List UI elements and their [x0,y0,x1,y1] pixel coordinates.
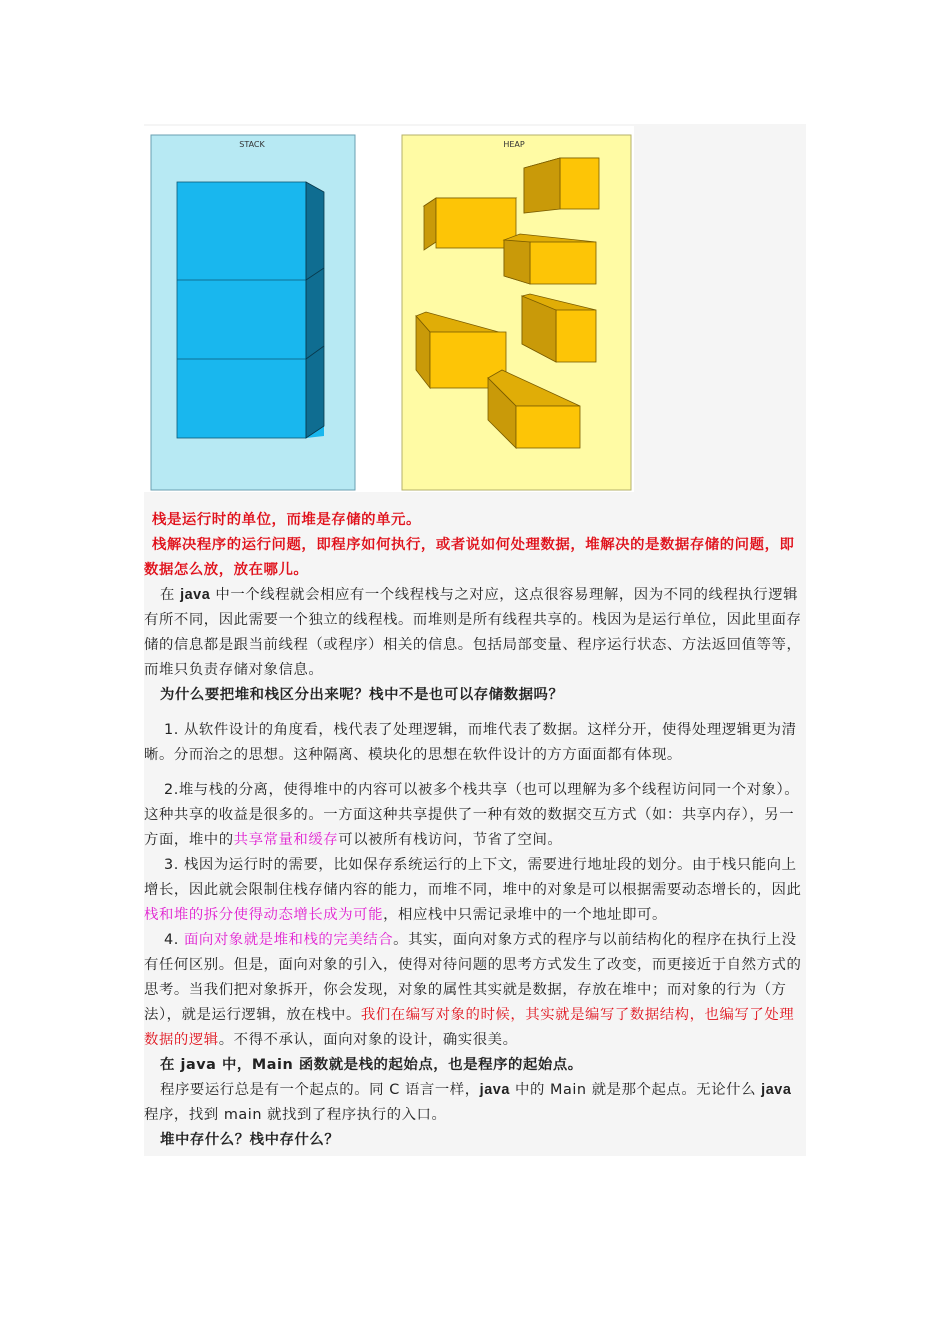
article [144,124,806,1156]
stack-heap-figure [144,126,634,492]
paragraph: 栈是运行时的单位，而堆是存储的单元。 [152,512,421,528]
section-heading: 在 java 中，Main 函数就是栈的起始点，也是程序的起始点。 [160,1057,583,1073]
paragraph: 栈解决程序的运行问题，即程序如何执行，或者说如何处理数据，堆解决的是数据存储的问题，即数据怎么放，放在哪儿。 [144,537,795,578]
heap-block [504,234,596,284]
section-heading: 为什么要把堆和栈区分出来呢？栈中不是也可以存储数据吗？ [160,687,564,703]
heap-block [424,198,516,250]
highlight: 我们在编写对象的时候，其实就是编写了数据结构，也编写了处理数据的逻辑 [144,1007,795,1048]
paragraph: 在 java 中一个线程就会相应有一个线程栈与之对应，这点很容易理解，因为不同的线程执行逻辑有所不同，因此需要一个独立的线程栈。而堆则是所有线程共享的。栈因为是运行单位，因此里面存储的信息都是跟当前线程（或程序）相关的信息。包括局部变量、程序运行状态、方法返回值等等，而堆只负责存储对象信息。 [144,587,802,678]
highlight: 共享常量和缓存 [233,832,339,848]
heap-block [524,158,599,213]
paragraph: 4. 面向对象就是堆和栈的完美结合。其实，面向对象方式的程序与以前结构化的程序在执行上没有任何区别。但是，面向对象的引入，使得对待问题的思考方式发生了改变，而更接近于自然方式的思考。当我们把对象拆开，你会发现，对象的属性其实就是数据，存放在堆中；而对象的行为（方法），就是运行逻辑，放在栈中。我们在编写对象的时候，其实就是编写了数据结构，也编写了处理数据的逻辑。不得不承认，面向对象的设计，确实很美。 [144,932,802,1048]
highlight: 栈和堆的拆分使得动态增长成为可能 [144,907,384,923]
heap-panel [402,135,631,490]
paragraph: 2.堆与栈的分离，使得堆中的内容可以被多个栈共享（也可以理解为多个线程访问同一个对象）。这种共享的收益是很多的。一方面这种共享提供了一种有效的数据交互方式（如：共享内存），另一方面，堆中的共享常量和缓存可以被所有栈访问，节省了空间。 [144,782,800,848]
highlight: 面向对象就是堆和栈的完美结合 [183,932,394,948]
stack-label: STACK [239,140,265,149]
heap-label: HEAP [503,140,525,149]
paragraph: 1. 从软件设计的角度看，栈代表了处理逻辑，而堆代表了数据。这样分开，使得处理逻辑更为清晰。分而治之的思想。这种隔离、模块化的思想在软件设计的方方面面都有体现。 [144,722,797,763]
stack-panel [151,135,355,490]
paragraph: 程序要运行总是有一个起点的。同 C 语言一样，java 中的 Main 就是那个起点。无论什么 java 程序，找到 main 就找到了程序执行的入口。 [144,1082,792,1123]
paragraph: 3. 栈因为运行时的需要，比如保存系统运行的上下文，需要进行地址段的划分。由于栈只能向上增长，因此就会限制住栈存储内容的能力，而堆不同，堆中的对象是可以根据需要动态增长的，因此栈和堆的拆分使得动态增长成为可能，相应栈中只需记录堆中的一个地址即可。 [144,857,802,923]
stack-blocks [177,182,324,438]
section-heading: 堆中存什么？栈中存什么？ [160,1132,340,1148]
article-body [144,508,806,1153]
